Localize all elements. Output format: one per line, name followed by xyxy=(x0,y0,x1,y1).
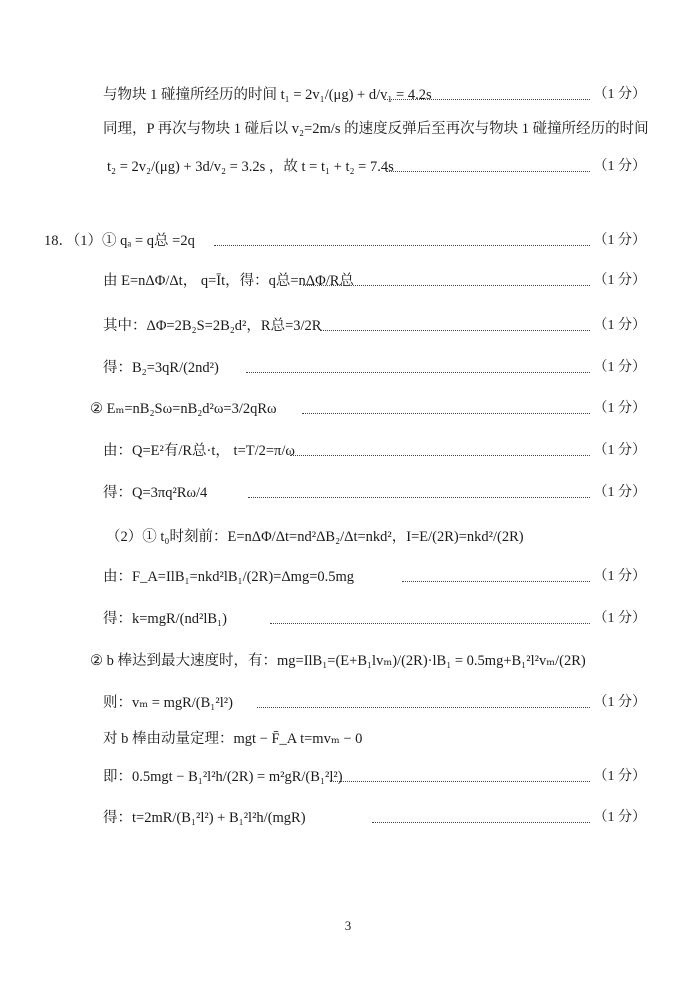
score-label: （1 分） xyxy=(593,485,646,500)
solution-line-18 xyxy=(0,803,696,833)
solution-text: 其中：ΔΦ=2B₂S=2B₂d²，R总=3/2R xyxy=(103,318,322,334)
solution-line-6 xyxy=(0,311,696,341)
dot-leader xyxy=(248,478,590,508)
dot-leader xyxy=(386,152,590,182)
solution-text: 得：k=mgR/(nd²lB₁) xyxy=(103,611,227,627)
solution-text: 即：0.5mgt − B₁²l²h/(2R) = m²gR/(B₁²l²) xyxy=(103,769,343,785)
page-number: 3 xyxy=(344,918,352,933)
score-label: （1 分） xyxy=(593,401,646,416)
dot-leader xyxy=(302,394,590,424)
score-label: （1 分） xyxy=(593,159,646,174)
score-label: （1 分） xyxy=(593,611,646,626)
solution-text: ② b 棒达到最大速度时，有：mg=IlB₁=(E+B₁lvₘ)/(2R)·lB₁ = 0.5mg+B₁²l²vₘ/(2R) xyxy=(90,653,586,669)
solution-line-15 xyxy=(0,688,696,718)
solution-text: t₂ = 2v₂/(μg) + 3d/v₂ = 3.2s ，故 t = t₁ + t₂ = 7.4s xyxy=(107,159,394,175)
solution-text: 对 b 棒由动量定理：mgt − F̄_A t=mvₘ − 0 xyxy=(103,731,363,747)
score-label: （1 分） xyxy=(593,273,646,288)
solution-text: 与物块 1 碰撞所经历的时间 t₁ = 2v₁/(μg) + d/v₁ = 4.2s xyxy=(103,87,432,103)
solution-line-2 xyxy=(0,114,696,144)
solution-line-10 xyxy=(0,478,696,508)
solution-line-3 xyxy=(0,152,696,182)
solution-line-5 xyxy=(0,266,696,296)
solution-text: 由：F_A=IlB₁=nkd²lB₁/(2R)=Δmg=0.5mg xyxy=(103,569,355,585)
solution-line-17 xyxy=(0,762,696,792)
dot-leader xyxy=(303,266,590,296)
solution-text: 由：Q=E²有/R总·t， t=T/2=π/ω xyxy=(103,443,295,459)
solution-line-1 xyxy=(0,80,696,110)
dot-leader xyxy=(372,803,590,833)
dot-leader xyxy=(290,436,590,466)
solution-line-14 xyxy=(0,646,696,676)
solution-line-13 xyxy=(0,604,696,634)
solution-text: 得：B₂=3qR/(2nd²) xyxy=(103,360,219,376)
solution-line-4 xyxy=(0,226,696,256)
solution-text: 由 E=nΔΦ/Δt， q=Īt，得：q总=nΔΦ/R总 xyxy=(103,273,354,289)
score-label: （1 分） xyxy=(593,569,646,584)
question-number-line: 18．（1）① qₐ = q总 =2q xyxy=(44,233,195,249)
solution-text: 得：Q=3πq²Rω/4 xyxy=(103,485,208,501)
dot-leader xyxy=(384,80,590,110)
dot-leader xyxy=(246,353,590,383)
solution-line-11 xyxy=(0,522,696,552)
score-label: （1 分） xyxy=(593,695,646,710)
solution-text: 则：vₘ = mgR/(B₁²l²) xyxy=(103,695,233,711)
score-label: （1 分） xyxy=(593,233,646,248)
score-label: （1 分） xyxy=(593,360,646,375)
score-label: （1 分） xyxy=(593,769,646,784)
dot-leader xyxy=(330,762,590,792)
dot-leader xyxy=(214,226,590,256)
solution-text: 同理，P 再次与物块 1 碰后以 v₂=2m/s 的速度反弹后至再次与物块 1 碰撞所经历的时间 xyxy=(103,121,649,137)
score-label: （1 分） xyxy=(593,318,646,333)
solution-text: ② Eₘ=nB₂Sω=nB₂d²ω=3/2qRω xyxy=(90,401,277,417)
solution-line-12 xyxy=(0,562,696,592)
dot-leader xyxy=(270,604,590,634)
score-label: （1 分） xyxy=(593,810,646,825)
dot-leader xyxy=(402,562,590,592)
score-label: （1 分） xyxy=(593,87,646,102)
solution-text: （2）① t₀时刻前：E=nΔΦ/Δt=nd²ΔB₂/Δt=nkd²，I=E/(2R)=nkd²/(2R) xyxy=(106,529,524,545)
solution-text: 得：t=2mR/(B₁²l²) + B₁²l²h/(mgR) xyxy=(103,810,306,826)
dot-leader xyxy=(320,311,590,341)
dot-leader xyxy=(257,688,590,718)
solution-line-8 xyxy=(0,394,696,424)
solution-line-7 xyxy=(0,353,696,383)
score-label: （1 分） xyxy=(593,443,646,458)
solution-line-9 xyxy=(0,436,696,466)
solution-line-16 xyxy=(0,724,696,754)
